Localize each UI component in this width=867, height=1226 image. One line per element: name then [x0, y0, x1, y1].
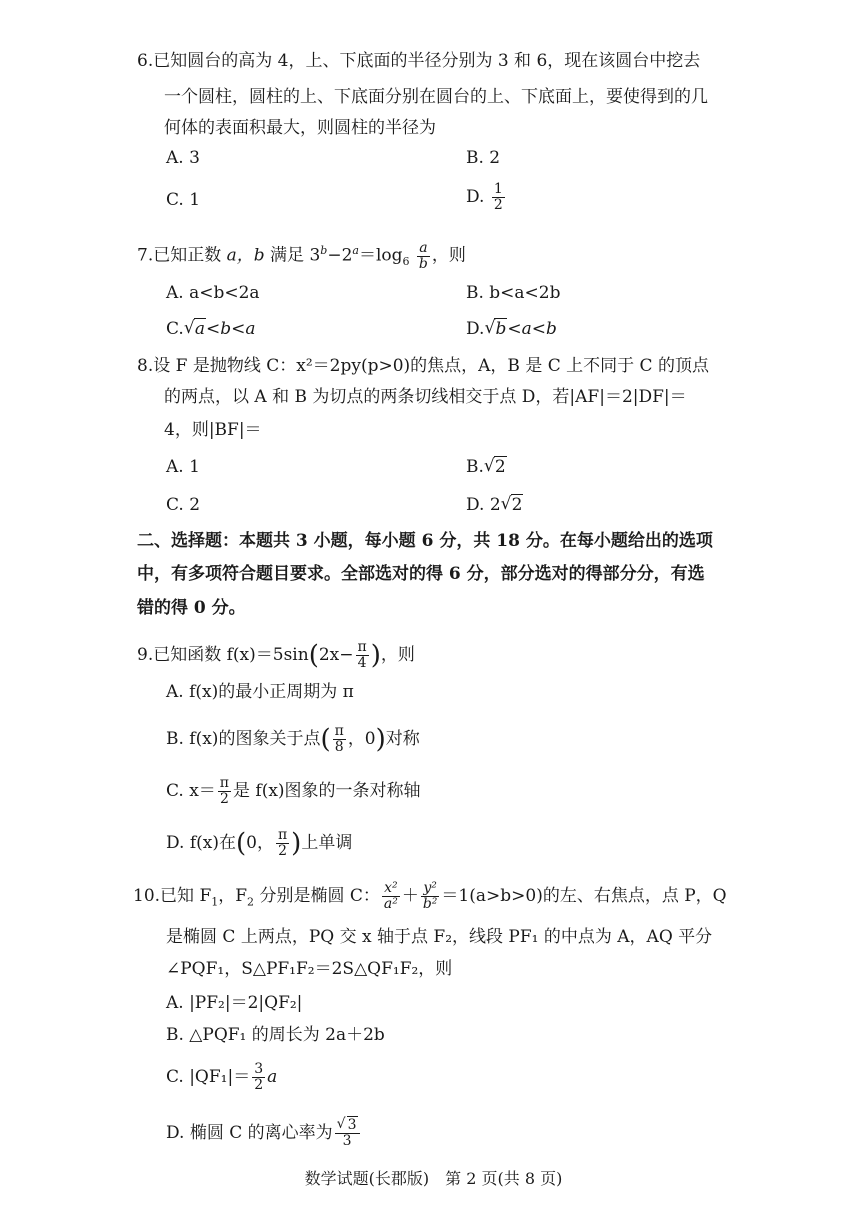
q6-line3: 何体的表面积最大，则圆柱的半径为 [164, 118, 436, 138]
fraction: $\frac{1}{2}$ [493, 181, 503, 213]
section2-line3: 错的得 0 分。 [137, 598, 246, 618]
q9-option-c: C. x＝ $\frac{\pi}{2}$ 是 f(x)图象的一条对称轴 [166, 775, 421, 807]
q8-line3: 4，则|BF|＝ [164, 420, 262, 440]
fraction: $\frac{\text{y²}}{\text{b²}}$ [422, 880, 438, 912]
fraction: $\frac{\pi}{8}$ [334, 723, 344, 755]
q10-option-a: A. |PF₂|＝2|QF₂| [166, 993, 303, 1013]
q7-option-a: A. a<b<2a [166, 283, 260, 303]
q7-option-b: B. b<a<2b [466, 283, 561, 303]
q7-stem: 7.已知正数 a，b 满足 $3^b-2^a=\log_6$ $\frac{a}{b}$ ，则 [137, 239, 466, 272]
fraction: √ $\frac{3}{3}$ [335, 1118, 360, 1149]
q8-option-b: B.√ 2 [466, 456, 507, 478]
fraction: $\frac{\text{x²}}{\text{a²}}$ [383, 880, 398, 912]
q9-stem: 9.已知函数 f(x)＝5sin(2x− $\frac{\pi}{4}$ )，则 [137, 639, 415, 671]
q8-option-c: C. 2 [166, 495, 201, 515]
q9-option-d: D. f(x)在(0， $\frac{\pi}{2}$ )上单调 [166, 827, 353, 859]
q10-line3: ∠PQF₁，S△PF₁F₂＝2S△QF₁F₂，则 [166, 959, 453, 979]
q8-option-d: D. 2√ 2 [466, 494, 523, 516]
q10-line1: 10.已知 $F_1$，$F_2$ 分别是椭圆 C： $\frac{\text{x²}}{\text{a²}}$ ＋ $\frac{\text{y²}}{\text{b²}}$ ＝1(a>b>0)的左、右焦点，点 P，Q [133, 880, 727, 912]
q6-option-c: C. 1 [166, 190, 201, 210]
q6-option-a: A. 3 [166, 148, 200, 168]
q9-option-a: A. f(x)的最小正周期为 π [166, 682, 354, 702]
sqrt-symbol: √ 2 [501, 494, 524, 516]
q7-option-c: C.√ a<b<a [166, 318, 255, 340]
q10-option-d: D. 椭圆 C 的离心率为 √ $\frac{3}{3}$ [166, 1118, 362, 1149]
fraction: $\frac{\pi}{2}$ [277, 827, 288, 859]
q10-option-c: C. |QF₁|＝ $\frac{3}{2}$ a [166, 1061, 278, 1093]
section2-line1: 二、选择题：本题共 3 小题，每小题 6 分，共 18 分。在每小题给出的选项 [137, 531, 713, 551]
q8-line2: 的两点，以 A 和 B 为切点的两条切线相交于点 D，若|AF|＝2|DF|＝ [164, 387, 687, 407]
sqrt-symbol: √ 3 [337, 1118, 358, 1133]
fraction: $\frac{\pi}{4}$ [357, 639, 367, 671]
q9-option-b: B. f(x)的图象关于点( $\frac{\pi}{8}$ ，0)对称 [166, 723, 420, 755]
fraction: $\frac{a}{b}$ [418, 239, 428, 272]
q6-line2: 一个圆柱，圆柱的上、下底面分别在圆台的上、下底面上，要使得到的几 [164, 87, 708, 107]
sqrt-symbol: √ a [184, 318, 206, 340]
section2-line2: 中，有多项符合题目要求。全部选对的得 6 分，部分选对的得部分分，有选 [137, 564, 705, 584]
sqrt-symbol: √ 2 [484, 456, 507, 478]
q7-option-d: D.√ b<a<b [466, 318, 557, 340]
q6-option-b: B. 2 [466, 148, 501, 168]
sqrt-symbol: √ b [484, 318, 507, 340]
q8-line1: 8.设 F 是抛物线 C：x²＝2py(p>0)的焦点，A，B 是 C 上不同于 C 的顶点 [137, 356, 709, 376]
page-footer: 数学试题(长郡版) 第 2 页(共 8 页) [304, 1169, 563, 1188]
fraction: $\frac{\pi}{2}$ [219, 775, 229, 807]
q8-option-a: A. 1 [166, 457, 200, 477]
q6-option-d: D. $\frac{1}{2}$ [466, 181, 503, 213]
q10-line2: 是椭圆 C 上两点，PQ 交 x 轴于点 F₂，线段 PF₁ 的中点为 A，AQ 平分 [166, 927, 713, 947]
fraction: $\frac{3}{2}$ [254, 1061, 264, 1093]
q6-line1: 6.已知圆台的高为 4，上、下底面的半径分别为 3 和 6，现在该圆台中挖去 [137, 51, 701, 71]
q10-option-b: B. △PQF₁ 的周长为 2a＋2b [166, 1025, 385, 1045]
